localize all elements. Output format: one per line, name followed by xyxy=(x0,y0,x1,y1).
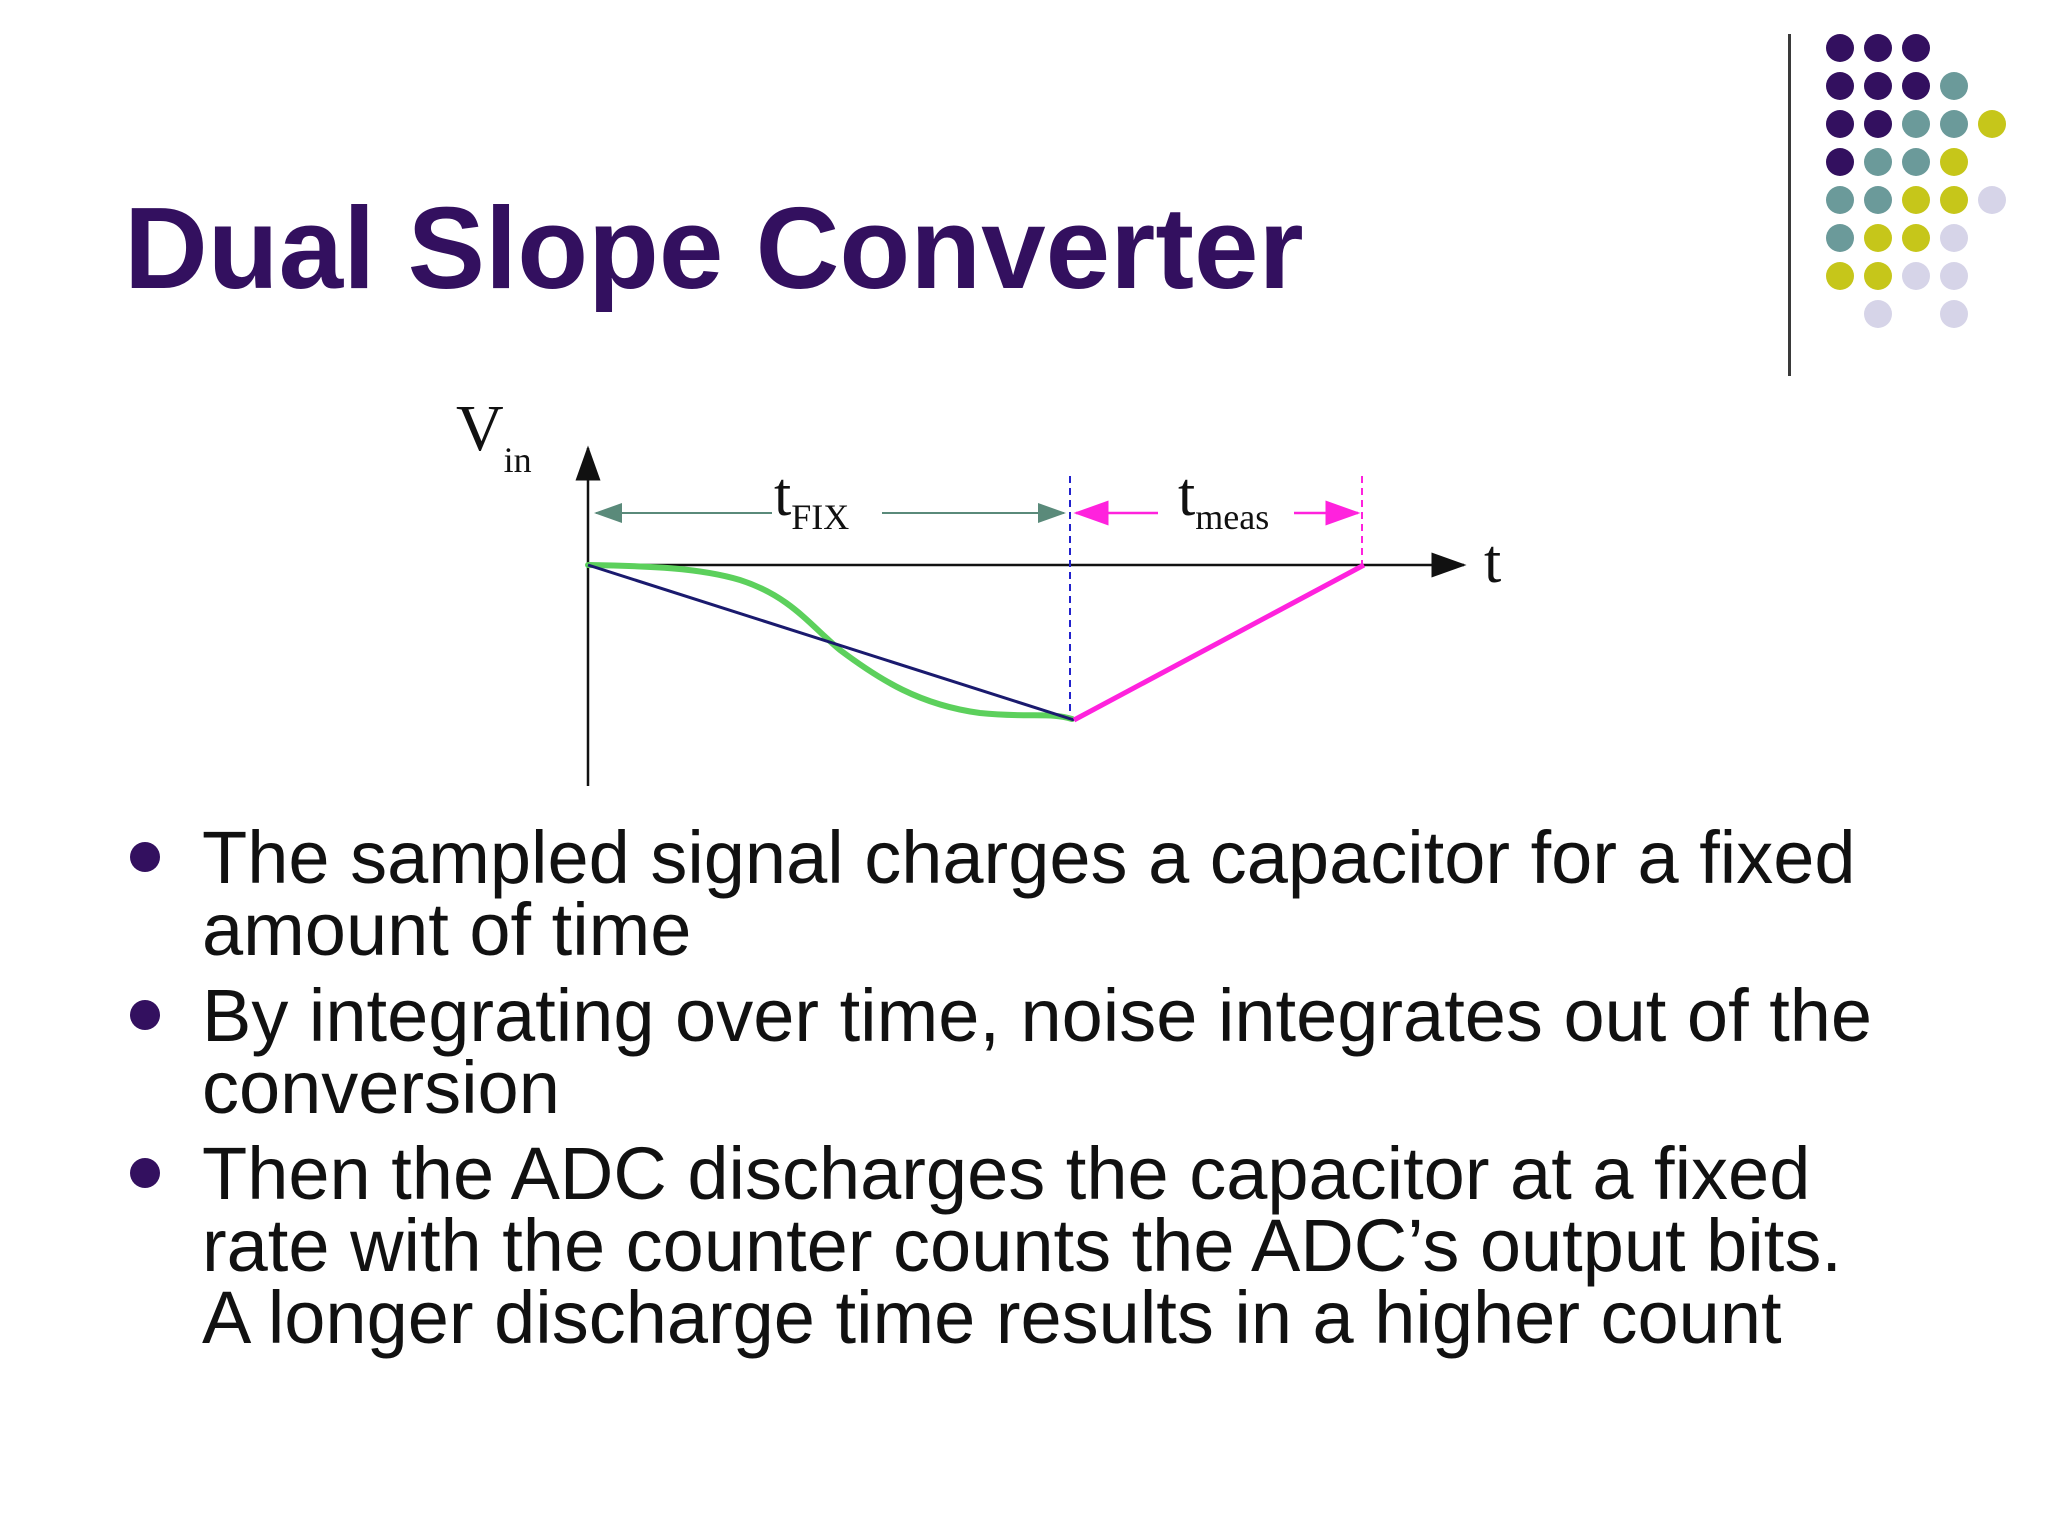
fix-interval-label: $t_{FIX}$ xyxy=(774,461,850,537)
bullet-item xyxy=(124,816,1984,971)
decorative-dot-grid xyxy=(1820,30,2040,340)
dual-slope-diagram xyxy=(420,390,1540,800)
decorative-dot xyxy=(1826,224,1854,252)
decorative-dot xyxy=(1826,148,1854,176)
bullet-line: Then the ADC discharges the capacitor at a fixed xyxy=(202,1132,1811,1215)
bullet-marker xyxy=(130,1000,160,1030)
decorative-dot xyxy=(1940,72,1968,100)
fix-interval-label-sub: FIX xyxy=(791,497,850,537)
decorative-dot xyxy=(1978,186,2006,214)
bullet-line: The sampled signal charges a capacitor for a fixed xyxy=(202,816,1856,899)
decorative-dot xyxy=(1902,34,1930,62)
decorative-dot xyxy=(1902,224,1930,252)
decorative-dot xyxy=(1902,110,1930,138)
y-axis-label-sub: in xyxy=(503,440,532,480)
y-axis-label: $V_{in}$ xyxy=(456,392,532,480)
title-divider xyxy=(1788,34,1791,376)
decorative-dot xyxy=(1940,186,1968,214)
bullet-line: conversion xyxy=(202,1046,560,1129)
decorative-dot xyxy=(1978,110,2006,138)
bullet-marker xyxy=(130,1158,160,1188)
x-axis-label: t xyxy=(1484,528,1502,596)
decorative-dot xyxy=(1826,34,1854,62)
decorative-dot xyxy=(1940,300,1968,328)
decorative-dot xyxy=(1940,148,1968,176)
bullet-line: By integrating over time, noise integrates out of the xyxy=(202,974,1873,1057)
decorative-dot xyxy=(1940,262,1968,290)
decorative-dot xyxy=(1864,72,1892,100)
decorative-dot xyxy=(1864,148,1892,176)
decorative-dot xyxy=(1864,34,1892,62)
bullet-list xyxy=(124,816,1984,1368)
discharge-ramp-line xyxy=(1074,565,1364,720)
bullet-line: A longer discharge time results in a higher count xyxy=(202,1276,1782,1359)
decorative-dot xyxy=(1902,186,1930,214)
meas-interval-label: $t_{meas}$ xyxy=(1178,461,1270,537)
decorative-dot xyxy=(1902,148,1930,176)
bullet-item xyxy=(124,974,1984,1129)
decorative-dot xyxy=(1864,110,1892,138)
decorative-dot xyxy=(1826,110,1854,138)
bullet-line: rate with the counter counts the ADC’s output bits. xyxy=(202,1204,1842,1287)
decorative-dot xyxy=(1826,72,1854,100)
decorative-dot xyxy=(1902,262,1930,290)
decorative-dot xyxy=(1864,224,1892,252)
bullet-marker xyxy=(130,842,160,872)
decorative-dot xyxy=(1940,224,1968,252)
bullet-line: amount of time xyxy=(202,888,692,971)
charge-ramp-line xyxy=(588,565,1074,720)
slide-title: Dual Slope Converter xyxy=(124,183,1304,313)
meas-interval-label-sub: meas xyxy=(1195,497,1270,537)
decorative-dot xyxy=(1826,262,1854,290)
decorative-dot xyxy=(1864,262,1892,290)
decorative-dot xyxy=(1902,72,1930,100)
decorative-dot xyxy=(1864,186,1892,214)
decorative-dot xyxy=(1940,110,1968,138)
decorative-dot xyxy=(1826,186,1854,214)
bullet-item xyxy=(124,1132,1984,1359)
decorative-dot xyxy=(1864,300,1892,328)
